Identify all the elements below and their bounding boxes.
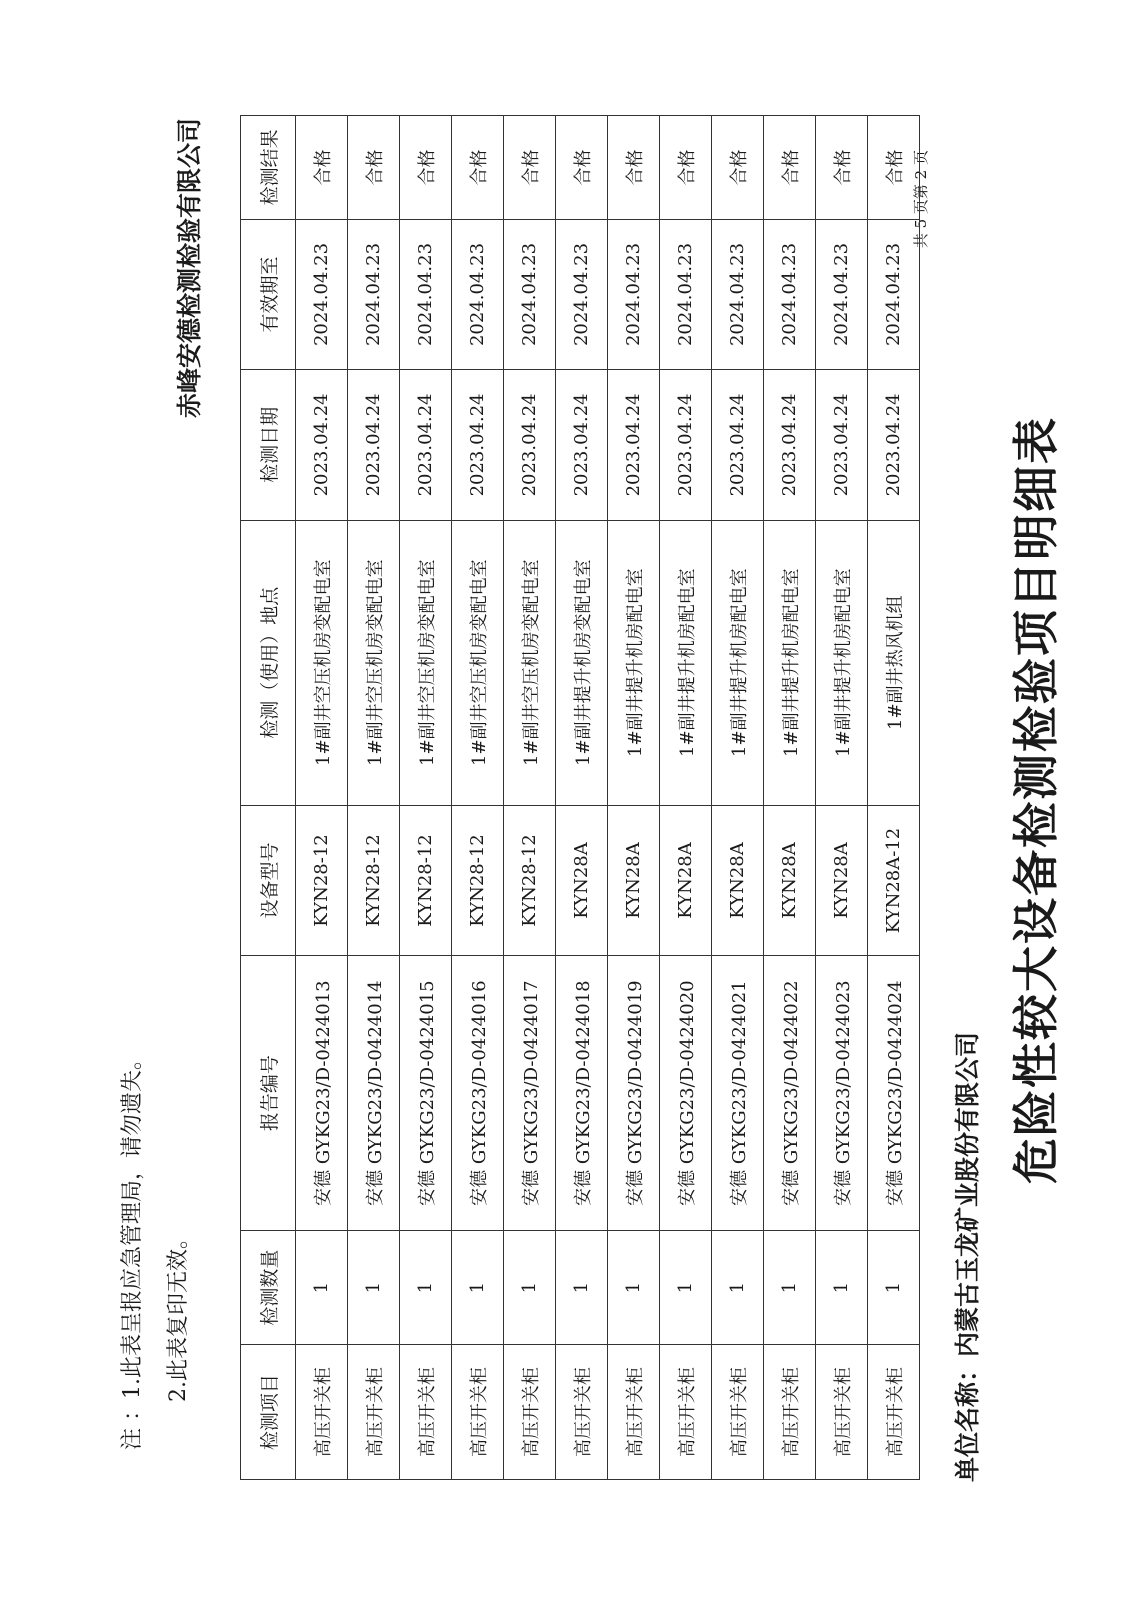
table-row <box>504 116 556 1480</box>
model-cell: KYN28A <box>660 805 712 955</box>
valid-until-cell: 2024.04.23 <box>348 219 400 369</box>
item-cell: 高压开关柜 <box>712 1345 764 1480</box>
valid-until-cell: 2024.04.23 <box>868 219 920 369</box>
quantity-cell: 1 <box>348 1231 400 1345</box>
column-header: 检测数量 <box>241 1231 296 1345</box>
item-cell: 高压开关柜 <box>400 1345 452 1480</box>
table-row <box>348 116 400 1480</box>
valid-until-cell: 2024.04.23 <box>296 219 348 369</box>
quantity-cell: 1 <box>764 1231 816 1345</box>
notes-section <box>110 1048 202 1450</box>
model-cell: KYN28-12 <box>504 805 556 955</box>
note-line-1 <box>110 1048 156 1450</box>
valid-until-cell: 2024.04.23 <box>452 219 504 369</box>
model-cell: KYN28-12 <box>400 805 452 955</box>
item-cell: 高压开关柜 <box>452 1345 504 1480</box>
location-cell: 1#副井空压机房变配电室 <box>296 520 348 805</box>
model-cell: KYN28A-12 <box>868 805 920 955</box>
location-cell: 1#副井提升机房配电室 <box>764 520 816 805</box>
item-cell: 高压开关柜 <box>296 1345 348 1480</box>
test-date-cell: 2023.04.24 <box>504 370 556 520</box>
table-body <box>296 116 920 1480</box>
result-cell: 合格 <box>452 116 504 220</box>
location-cell: 1#副井提升机房变配电室 <box>556 520 608 805</box>
item-cell: 高压开关柜 <box>660 1345 712 1480</box>
test-date-cell: 2023.04.24 <box>868 370 920 520</box>
result-cell: 合格 <box>816 116 868 220</box>
test-date-cell: 2023.04.24 <box>296 370 348 520</box>
item-cell: 高压开关柜 <box>348 1345 400 1480</box>
report-number-cell: 安德 GYKG23/D-0424015 <box>400 956 452 1231</box>
valid-until-cell: 2024.04.23 <box>764 219 816 369</box>
item-cell: 高压开关柜 <box>504 1345 556 1480</box>
location-cell: 1#副井空压机房变配电室 <box>504 520 556 805</box>
quantity-cell: 1 <box>504 1231 556 1345</box>
test-date-cell: 2023.04.24 <box>816 370 868 520</box>
result-cell: 合格 <box>504 116 556 220</box>
inspection-items-table <box>240 115 920 1480</box>
valid-until-cell: 2024.04.23 <box>556 219 608 369</box>
result-cell: 合格 <box>712 116 764 220</box>
column-header: 设备型号 <box>241 805 296 955</box>
test-date-cell: 2023.04.24 <box>400 370 452 520</box>
table-row <box>400 116 452 1480</box>
note-text-2: 2.此表复印无效。 <box>166 1227 191 1402</box>
issuing-company-signature: 赤峰安德检测检验有限公司 <box>175 118 204 419</box>
report-number-cell: 安德 GYKG23/D-0424017 <box>504 956 556 1231</box>
item-cell: 高压开关柜 <box>608 1345 660 1480</box>
result-cell: 合格 <box>660 116 712 220</box>
table-row <box>296 116 348 1480</box>
valid-until-cell: 2024.04.23 <box>816 219 868 369</box>
location-cell: 1#副井空压机房变配电室 <box>452 520 504 805</box>
report-number-cell: 安德 GYKG23/D-0424019 <box>608 956 660 1231</box>
location-cell: 1#副井提升机房配电室 <box>660 520 712 805</box>
quantity-cell: 1 <box>868 1231 920 1345</box>
valid-until-cell: 2024.04.23 <box>504 219 556 369</box>
page-number-info: 共 5 页第 2 页 <box>912 150 930 249</box>
location-cell: 1#副井空压机房变配电室 <box>400 520 452 805</box>
quantity-cell: 1 <box>400 1231 452 1345</box>
item-cell: 高压开关柜 <box>816 1345 868 1480</box>
result-cell: 合格 <box>868 116 920 220</box>
table-row <box>660 116 712 1480</box>
item-cell: 高压开关柜 <box>556 1345 608 1480</box>
test-date-cell: 2023.04.24 <box>556 370 608 520</box>
location-cell: 1#副井热风机组 <box>868 520 920 805</box>
table-row <box>556 116 608 1480</box>
test-date-cell: 2023.04.24 <box>348 370 400 520</box>
quantity-cell: 1 <box>660 1231 712 1345</box>
model-cell: KYN28A <box>556 805 608 955</box>
model-cell: KYN28A <box>712 805 764 955</box>
location-cell: 1#副井提升机房配电室 <box>608 520 660 805</box>
table-header-row <box>241 116 296 1480</box>
column-header: 检测（使用）地点 <box>241 520 296 805</box>
table-row <box>712 116 764 1480</box>
test-date-cell: 2023.04.24 <box>764 370 816 520</box>
report-number-cell: 安德 GYKG23/D-0424013 <box>296 956 348 1231</box>
notes-label: 注 ： <box>120 1399 145 1450</box>
result-cell: 合格 <box>764 116 816 220</box>
model-cell: KYN28A <box>608 805 660 955</box>
result-cell: 合格 <box>400 116 452 220</box>
result-cell: 合格 <box>556 116 608 220</box>
unit-name-line <box>948 1032 984 1482</box>
model-cell: KYN28A <box>764 805 816 955</box>
report-number-cell: 安德 GYKG23/D-0424021 <box>712 956 764 1231</box>
result-cell: 合格 <box>296 116 348 220</box>
report-number-cell: 安德 GYKG23/D-0424023 <box>816 956 868 1231</box>
report-number-cell: 安德 GYKG23/D-0424020 <box>660 956 712 1231</box>
column-header: 检测项目 <box>241 1345 296 1480</box>
location-cell: 1#副井提升机房配电室 <box>816 520 868 805</box>
note-line-2 <box>156 1048 202 1450</box>
test-date-cell: 2023.04.24 <box>608 370 660 520</box>
column-header: 报告编号 <box>241 956 296 1231</box>
table-row <box>816 116 868 1480</box>
column-header: 检测日期 <box>241 370 296 520</box>
report-number-cell: 安德 GYKG23/D-0424014 <box>348 956 400 1231</box>
note-text-1: 1.此表呈报应急管理局，请勿遗失。 <box>120 1048 145 1399</box>
location-cell: 1#副井空压机房变配电室 <box>348 520 400 805</box>
test-date-cell: 2023.04.24 <box>660 370 712 520</box>
quantity-cell: 1 <box>556 1231 608 1345</box>
location-cell: 1#副井提升机房配电室 <box>712 520 764 805</box>
valid-until-cell: 2024.04.23 <box>400 219 452 369</box>
quantity-cell: 1 <box>296 1231 348 1345</box>
column-header: 有效期至 <box>241 219 296 369</box>
report-number-cell: 安德 GYKG23/D-0424016 <box>452 956 504 1231</box>
table-row <box>764 116 816 1480</box>
item-cell: 高压开关柜 <box>764 1345 816 1480</box>
unit-name-value: 内蒙古玉龙矿业股份有限公司 <box>953 1031 982 1357</box>
report-number-cell: 安德 GYKG23/D-0424022 <box>764 956 816 1231</box>
model-cell: KYN28A <box>816 805 868 955</box>
quantity-cell: 1 <box>452 1231 504 1345</box>
unit-name-label: 单位名称： <box>953 1356 982 1482</box>
column-header: 检测结果 <box>241 116 296 220</box>
model-cell: KYN28-12 <box>296 805 348 955</box>
table-row <box>868 116 920 1480</box>
test-date-cell: 2023.04.24 <box>452 370 504 520</box>
table-row <box>608 116 660 1480</box>
quantity-cell: 1 <box>608 1231 660 1345</box>
model-cell: KYN28-12 <box>348 805 400 955</box>
document-title: 危险性较大设备检测检验项目明细表 <box>1009 416 1063 1184</box>
quantity-cell: 1 <box>712 1231 764 1345</box>
result-cell: 合格 <box>608 116 660 220</box>
report-number-cell: 安德 GYKG23/D-0424024 <box>868 956 920 1231</box>
table-row <box>452 116 504 1480</box>
model-cell: KYN28-12 <box>452 805 504 955</box>
item-cell: 高压开关柜 <box>868 1345 920 1480</box>
valid-until-cell: 2024.04.23 <box>660 219 712 369</box>
test-date-cell: 2023.04.24 <box>712 370 764 520</box>
result-cell: 合格 <box>348 116 400 220</box>
valid-until-cell: 2024.04.23 <box>608 219 660 369</box>
valid-until-cell: 2024.04.23 <box>712 219 764 369</box>
report-number-cell: 安德 GYKG23/D-0424018 <box>556 956 608 1231</box>
quantity-cell: 1 <box>816 1231 868 1345</box>
